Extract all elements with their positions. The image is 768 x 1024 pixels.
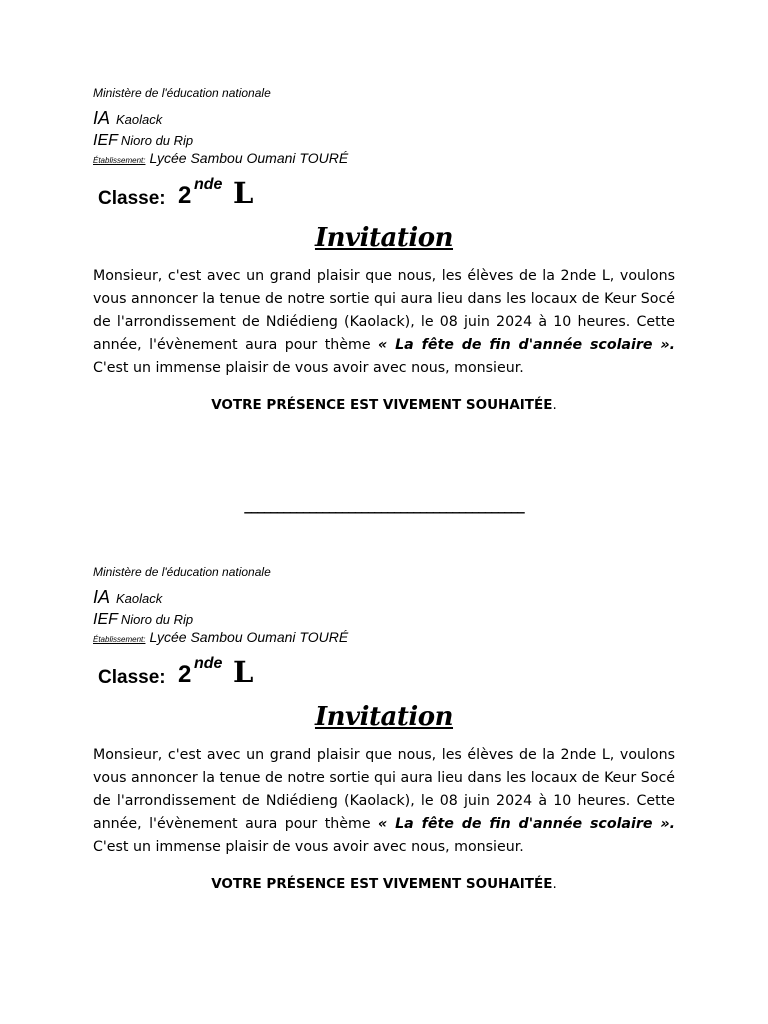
- ief-line: [93, 132, 675, 150]
- etablissement-label: Établissement:: [93, 156, 146, 165]
- closing-text: VOTRE PRÉSENCE EST VIVEMENT SOUHAITÉE: [211, 397, 553, 413]
- etablissement-value: Lycée Sambou Oumani TOURÉ: [149, 150, 349, 166]
- ief-label: IEF: [93, 611, 118, 628]
- body-part-2: C'est un immense plaisir de vous avoir avec nous, monsieur.: [93, 839, 524, 855]
- invitation-body: [93, 744, 675, 859]
- closing-line: [93, 394, 675, 416]
- body-theme: « La fête de fin d'année scolaire ».: [378, 337, 675, 353]
- closing-line: [93, 873, 675, 895]
- ief-label: IEF: [93, 132, 118, 149]
- body-theme: « La fête de fin d'année scolaire ».: [378, 816, 675, 832]
- invitation-title: Invitation: [314, 223, 454, 253]
- etablissement-line: [93, 150, 675, 166]
- classe-label: Classe:: [98, 188, 166, 209]
- invitation-body: [93, 265, 675, 380]
- ia-label: IA: [93, 108, 111, 128]
- invitation-title: Invitation: [314, 702, 454, 732]
- closing-punct: .: [552, 397, 557, 413]
- body-part-1: Monsieur, c'est avec un grand plaisir que nous, les élèves de la 2nde L, voulons vous annoncer la tenue de notre sortie qui aura lieu dans les locaux de Keur Socé de l'arrondissement de Ndiédieng (Kaolack), le 08 juin 2024 à 10 heures. Cette année, l'évènement aura pour thème: [93, 747, 675, 832]
- ia-line: [93, 107, 675, 129]
- ief-value: Nioro du Rip: [120, 612, 194, 627]
- ia-label: IA: [93, 587, 111, 607]
- classe-number: 2: [178, 661, 192, 688]
- closing-text: VOTRE PRÉSENCE EST VIVEMENT SOUHAITÉE: [211, 876, 553, 892]
- body-part-1: Monsieur, c'est avec un grand plaisir que nous, les élèves de la 2nde L, voulons vous annoncer la tenue de notre sortie qui aura lieu dans les locaux de Keur Socé de l'arrondissement de Ndiédieng (Kaolack), le 08 juin 2024 à 10 heures. Cette année, l'évènement aura pour thème: [93, 268, 675, 353]
- etablissement-value: Lycée Sambou Oumani TOURÉ: [149, 629, 349, 645]
- etablissement-line: [93, 629, 675, 645]
- classe-superscript: nde: [194, 176, 223, 193]
- closing-punct: .: [552, 876, 557, 892]
- invitation-block-2: [93, 565, 675, 895]
- ia-line: [93, 586, 675, 608]
- classe-number: 2: [178, 182, 192, 209]
- classe-label: Classe:: [98, 667, 166, 688]
- classe-line: [98, 655, 675, 693]
- ief-value: Nioro du Rip: [120, 133, 194, 148]
- ministry-line: Ministère de l'éducation nationale: [93, 565, 271, 579]
- etablissement-label: Établissement:: [93, 635, 146, 644]
- classe-line: [98, 176, 675, 214]
- ief-line: [93, 611, 675, 629]
- ia-value: Kaolack: [116, 112, 163, 127]
- ministry-line: Ministère de l'éducation nationale: [93, 86, 271, 100]
- classe-superscript: nde: [194, 655, 223, 672]
- classe-letter: L: [233, 176, 254, 210]
- ia-value: Kaolack: [116, 591, 163, 606]
- cut-separator: ___________________________________________: [244, 496, 524, 514]
- classe-letter: L: [233, 655, 254, 689]
- body-part-2: C'est un immense plaisir de vous avoir avec nous, monsieur.: [93, 360, 524, 376]
- invitation-block-1: [93, 86, 675, 416]
